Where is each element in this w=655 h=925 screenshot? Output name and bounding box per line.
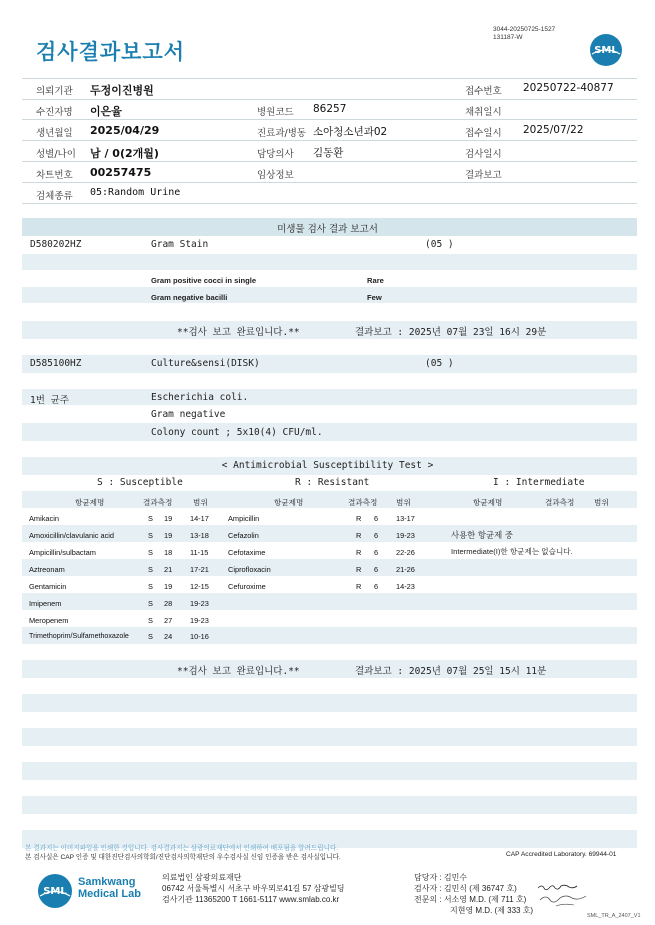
staff-specialist-1: 전문의 : 서소영 M.D. (제 711 호)	[414, 895, 527, 904]
col-range-header: 범위	[193, 498, 208, 507]
ast-drug: Amoxicillin/clavulanic acid	[29, 531, 115, 540]
birth-label: 생년월일	[36, 128, 73, 139]
sml-logo	[589, 33, 623, 67]
hospital-code-value: 86257	[313, 103, 347, 115]
col-range-header: 범위	[594, 498, 609, 507]
print-notice: 본 결과지는 이미지파일을 인쇄한 것입니다. 검사결과지는 삼광의료재단에서 인쇄하여 배포됨을 알려드립니다.	[25, 845, 339, 852]
name-label: 수진자명	[36, 107, 73, 118]
samkwang-name-line-1: Samkwang	[78, 876, 136, 888]
isolate-gram: Gram negative	[151, 409, 226, 420]
hospital-value: 두정이진병원	[90, 84, 154, 97]
ast-drug: Trimethoprim/Sulfamethoxazole	[29, 632, 129, 640]
sex-age-value: 남 / 0(2개월)	[90, 147, 159, 160]
culture-test-name: Culture&sensi(DISK)	[151, 358, 260, 369]
ast-range: 10-16	[190, 632, 209, 641]
ast-sir: S	[148, 565, 153, 574]
ast-sir: R	[356, 565, 362, 574]
cap-notice: 본 검사실은 CAP 인증 및 대한진단검사의학회/진단검사의학재단의 우수검사실 신임 인증을 받은 검사실입니다.	[25, 854, 341, 861]
col-drug-header: 항균제명	[274, 498, 304, 507]
ast-value: 6	[374, 565, 379, 574]
staff-specialist-2: 지현영 M.D. (제 333 호)	[450, 906, 534, 915]
section-title: 미생물 검사 결과 보고서	[277, 224, 378, 235]
receipt-date-value: 2025/07/22	[523, 124, 584, 136]
ast-drug: Aztreonam	[29, 565, 65, 574]
doctor-label: 담당의사	[257, 149, 294, 160]
report-label: 결과보고	[465, 170, 502, 181]
report-time-1: 결과보고 : 2025년 07월 23일 16시 29분	[355, 327, 547, 338]
ast-sir: R	[356, 514, 362, 523]
legend-resistant: R : Resistant	[295, 477, 370, 488]
hospital-label: 의뢰기관	[36, 86, 73, 97]
samkwang-name	[78, 876, 141, 900]
ast-sir: R	[356, 548, 362, 557]
ast-sir: R	[356, 582, 362, 591]
gram-result-value: Few	[367, 293, 382, 302]
sml-logo-icon	[589, 33, 623, 67]
chart-label: 차트번호	[36, 170, 73, 181]
isolate-colony-count: Colony count ; 5x10(4) CFU/ml.	[151, 427, 323, 438]
col-range-header: 범위	[396, 498, 411, 507]
samkwang-name-line-2: Medical Lab	[78, 888, 141, 900]
ast-value: 6	[374, 582, 379, 591]
ast-range: 19-23	[396, 531, 415, 540]
document-id-line-1: 3044-20250725-1527	[493, 26, 556, 33]
form-code: SML_TR_A_2407_V1	[587, 913, 641, 919]
report-time-2: 결과보고 : 2025년 07월 25일 15시 11분	[355, 666, 547, 677]
ast-sir: S	[148, 632, 153, 641]
ast-range: 11-15	[190, 548, 209, 557]
samkwang-logo	[37, 873, 73, 909]
culture-test-code: D585100HZ	[30, 358, 82, 369]
isolate-label: 1번 균주	[30, 395, 69, 406]
name-value: 이은율	[90, 105, 122, 118]
col-result-header: 결과측정	[545, 498, 575, 507]
dept-label: 진료과/병동	[257, 128, 307, 139]
ast-range: 17-21	[190, 565, 209, 574]
gram-test-name: Gram Stain	[151, 239, 209, 250]
clinical-label: 임상정보	[257, 170, 294, 181]
doctor-value: 김동환	[313, 147, 344, 159]
test-date-label: 검사일시	[465, 149, 502, 160]
ast-range: 13-17	[396, 514, 415, 523]
ast-value: 21	[164, 565, 173, 574]
footer-logo-text: SML	[43, 886, 67, 897]
ast-sir: S	[148, 582, 153, 591]
ast-value: 6	[374, 548, 379, 557]
org-name: 의료법인 삼광의료재단	[162, 873, 242, 882]
ast-range: 14-23	[396, 582, 415, 591]
ast-drug: Imipenem	[29, 599, 62, 608]
ast-value: 28	[164, 599, 173, 608]
col-result-header: 결과측정	[143, 498, 173, 507]
gram-result-name: Gram negative bacilli	[151, 293, 228, 302]
logo-text: SML	[594, 45, 618, 56]
ast-value: 24	[164, 632, 173, 641]
report-complete-2: **검사 보고 완료입니다.**	[177, 666, 300, 677]
ast-drug: Cefazolin	[228, 531, 259, 540]
report-title: 검사결과보고서	[36, 40, 186, 64]
signature-image	[536, 880, 596, 910]
ast-sir: S	[148, 531, 153, 540]
dept-value: 소아청소년과02	[313, 126, 388, 138]
ast-sir: S	[148, 548, 153, 557]
receipt-no-label: 접수번호	[465, 86, 502, 97]
ast-drug: Meropenem	[29, 616, 69, 625]
ast-sir: S	[148, 514, 153, 523]
receipt-no-value: 20250722-40877	[523, 82, 614, 94]
col-drug-header: 항균제명	[75, 498, 105, 507]
receipt-date-label: 접수일시	[465, 128, 502, 139]
ast-value: 19	[164, 582, 173, 591]
gram-result-name: Gram positive cocci in single	[151, 276, 257, 285]
ast-value: 27	[164, 616, 173, 625]
ast-range: 19-23	[190, 616, 209, 625]
chart-value: 00257475	[90, 166, 152, 179]
cap-accreditation: CAP Accredited Laboratory. 69944-01	[506, 851, 617, 858]
birth-value: 2025/04/29	[90, 124, 160, 137]
ast-range: 21-26	[396, 565, 415, 574]
ast-value: 18	[164, 548, 173, 557]
isolate-organism: Escherichia coli.	[151, 392, 249, 403]
document-id	[493, 26, 555, 42]
intermediate-note-2: Intermediate(I)한 항균제는 없습니다.	[451, 547, 573, 556]
ast-range: 12-15	[190, 582, 209, 591]
document-id-line-2: 131187-W	[493, 34, 523, 41]
ast-sir: S	[148, 616, 153, 625]
ast-value: 19	[164, 531, 173, 540]
ast-drug: Ciprofloxacin	[228, 565, 271, 574]
ast-range: 22-26	[396, 548, 415, 557]
ast-range: 14-17	[190, 514, 209, 523]
collect-date-label: 채취일시	[465, 107, 502, 118]
ast-drug: Cefuroxime	[228, 582, 266, 591]
ast-drug: Ampicillin/sulbactam	[29, 548, 96, 557]
signature-icon	[536, 880, 596, 910]
ast-value: 19	[164, 514, 173, 523]
intermediate-note-1: 사용한 항균제 중	[451, 530, 513, 540]
staff-manager: 담당자 : 김민수	[414, 873, 468, 882]
hospital-code-label: 병원코드	[257, 107, 294, 118]
samkwang-logo-icon	[37, 873, 73, 909]
gram-result-value: Rare	[367, 276, 384, 285]
gram-specimen: (05 )	[425, 239, 454, 250]
legend-intermediate: I : Intermediate	[493, 477, 585, 488]
ast-range: 13-18	[190, 531, 209, 540]
sex-age-label: 성별/나이	[36, 149, 76, 160]
ast-sir: R	[356, 531, 362, 540]
ast-drug: Ampicillin	[228, 514, 260, 523]
org-contact: 검사기관 11365200 T 1661-5117 www.smlab.co.kr	[162, 895, 340, 904]
col-result-header: 결과측정	[348, 498, 378, 507]
legend-susceptible: S : Susceptible	[97, 477, 183, 488]
ast-value: 6	[374, 514, 379, 523]
specimen-label: 검체종류	[36, 191, 73, 202]
ast-drug: Amikacin	[29, 514, 59, 523]
ast-drug: Gentamicin	[29, 582, 67, 591]
ast-drug: Cefotaxime	[228, 548, 266, 557]
col-drug-header: 항균제명	[473, 498, 503, 507]
culture-specimen: (05 )	[425, 358, 454, 369]
report-complete-1: **검사 보고 완료입니다.**	[177, 327, 300, 338]
ast-title: < Antimicrobial Susceptibility Test >	[221, 460, 434, 471]
staff-tester: 검사자 : 김민식 (제 36747 호)	[414, 884, 517, 893]
ast-range: 19-23	[190, 599, 209, 608]
org-address: 06742 서울특별시 서초구 바우뫼로41길 57 삼광빌딩	[162, 884, 345, 893]
specimen-value: 05:Random Urine	[90, 187, 181, 198]
gram-test-code: D580202HZ	[30, 239, 82, 250]
ast-sir: S	[148, 599, 153, 608]
ast-value: 6	[374, 531, 379, 540]
